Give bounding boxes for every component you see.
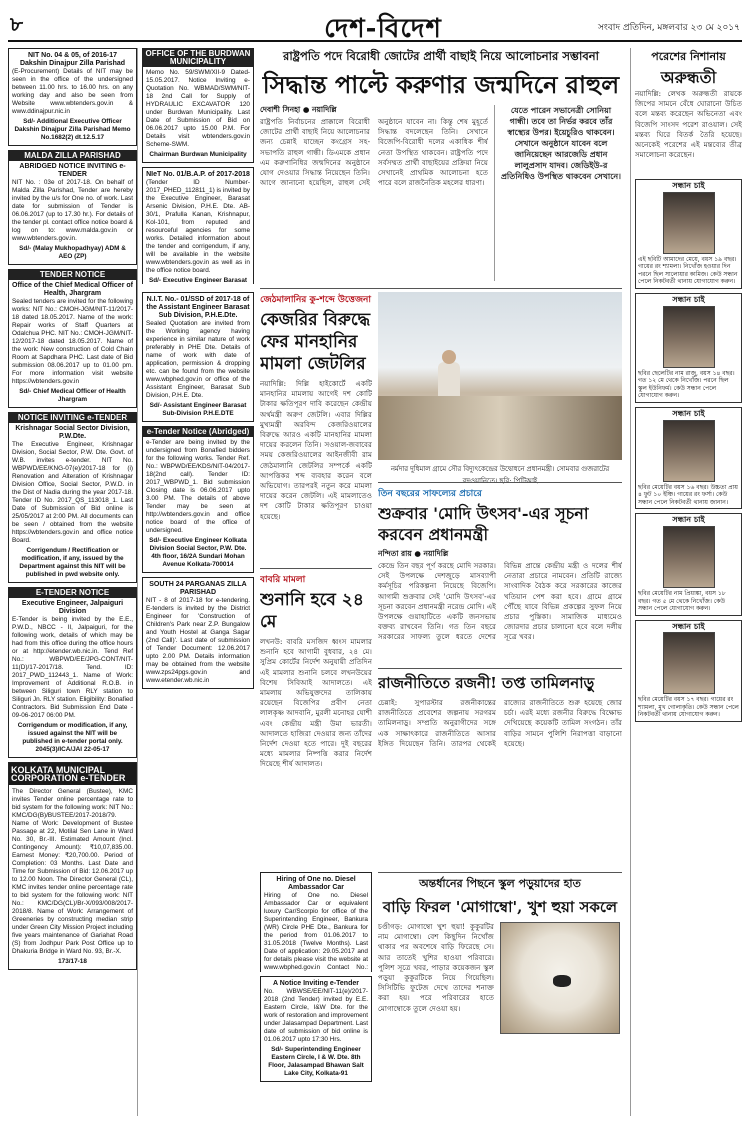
missing-text: ছবির মেয়েটির বয়স ১৬ বছর। উচ্চতা প্রায় ৪ ফুট ১০ ইঞ্চি। গায়ের রং ফর্সা। কেউ সন্ধান পেলে নিকটবর্তী থানায় জানান। (638, 483, 738, 506)
tender-notice (260, 976, 372, 1082)
tender-notice (8, 412, 137, 583)
notice-body: Sealed Quotation are invited from the Working agency having experience in similar nature of work preferably in PHE Dte. Details of name of work with date of application, permission & dropping etc. can be found from the website www.wbphed.gov.in or office of the Assistant Engineer, Barasat Sub Division, P.H.E. Dte. (146, 320, 250, 399)
notice-body: Hiring of One no. Diesel Ambassador Car or equivalent luxury Car/Scorpio for office of the Superintending Engineer, Bankura (WR) Circle PHE Dte., Bankura for the period from 01.06.2017 to 31.05.2018 (Twelve Months). Last Date of application: 29.05.2017 and for details please visit the website at www.wbphed.gov.in Contact No.: (264, 892, 368, 971)
notice-head: e-Tender Notice (Abridged) (143, 427, 253, 437)
tamil-story (378, 668, 622, 868)
tender-notice (142, 577, 254, 689)
divider (378, 872, 622, 873)
missing-text: ছবির মেয়েটির নাম প্রিয়াঙ্কা, বয়স ১৮ বছর। গত ৫ মে থেকে নিখোঁজ। কেউ সন্ধান পেলে যোগাযোগ করুন। (638, 589, 726, 613)
dog-story (378, 872, 622, 1112)
kmc-head: KOLKATA MUNICIPAL CORPORATION e-TENDER (9, 763, 136, 785)
babri-story (260, 568, 372, 868)
tender-notice (8, 150, 137, 265)
einvite-notice-wrap (260, 976, 372, 1112)
notice-sign: Corrigendum / Rectification or modification, if any, issued by the Department against this NIT will be published in pwd website only. (19, 547, 126, 578)
modi-headline: শুক্রবার 'মোদি উৎসব'-এর সূচনা করবেন প্রধানমন্ত্রী (378, 504, 589, 544)
divider (260, 288, 622, 289)
tender-notice (142, 426, 254, 573)
modi-story (378, 486, 622, 664)
left-notice-column (8, 48, 138, 1116)
missing-title: সন্ধান চাই (672, 514, 705, 525)
missing-title: সন্ধান চাই (672, 293, 705, 304)
notice-sign: Sd/- Chief Medical Officer of Health Jhargram (19, 388, 126, 403)
notice-title: NIT No. 04 & 05, of 2016-17 (27, 52, 118, 59)
missing-text: ছবির ছেলেটির নাম রাজু, বয়স ১৪ বছর। গত ১২ মে থেকে নিখোঁজ। পরনে ছিল স্কুল ইউনিফর্ম। কেউ সন্ধান পেলে যোগাযোগ করুন। (638, 369, 735, 400)
babri-kicker: বাবরি মামলা (260, 575, 306, 585)
notice-body: No. WBWSE/EE/NIT-11(e)/2017-2018 (2nd Tender) invited by E.E. Eastern Circle, I&W Dte. for the work of restoration and improvement under Jalasampad Department. Last date of submission of bid online is 01.06.2017 upto 17:30 Hrs. (264, 988, 368, 1043)
modi-body: কেন্দ্রে তিন বছর পূর্ণ করছে মোদি সরকার। সেই উপলক্ষে দেশজুড়ে মাসব্যাপী কর্মসূচির পরিকল্পনা নিয়েছে বিজেপি। আগামী শুক্রবার সেই 'মোদি উৎসব'-এর সূচনা করবেন প্রধানমন্ত্রী নরেন্দ্র মোদি। এই উপলক্ষে গুয়াহাটিতে একটি জনসভায় বক্তব্য রাখবেন তিনি। গত তিন বছরে সরকারের সাফল্য তুলে ধরতে দেশের বিভিন্ন প্রান্তে কেন্দ্রীয় মন্ত্রী ও দলের শীর্ষ নেতারা প্রচারে নামবেন। প্রতিটি রাজ্যে সাংবাদিক বৈঠক করে সরকারের কাজের খতিয়ান পেশ করা হবে। গ্রামে গ্রামে পৌঁছে যাবে বিভিন্ন প্রকল্পের সুফল নিয়ে প্রচার পুস্তিকা। সামাজিক মাধ্যমেও জোরদার প্রচার চালানো হবে বলে দলীয় সূত্রে খবর। (378, 561, 622, 642)
top-story-pullquote-wrap (494, 105, 622, 281)
figure-head (442, 350, 456, 364)
modi-kicker: তিন বছরের সাফল্যের প্রচারে (378, 489, 482, 499)
tender-notice (8, 587, 137, 758)
missing-photo (663, 526, 715, 588)
news-photo-block (378, 292, 622, 485)
notice-head: TENDER NOTICE (9, 270, 136, 280)
dog-photo (500, 922, 620, 1034)
missing-photo (663, 306, 715, 368)
notice-body: Sealed tenders are invited for the following works: NIT No.: CMOH-JGM/NIT-11/2017-18 dated 18.05.2017. Name of the work: Repair works of Staff Quarters at Odalchua PHC. NIT No.: CMOH-JGM/NIT-12/2017-18 dated 18.05.2017. Name of the work: New construction of Cold Chain Room at Sapdhara PHC. Last date of Bid submission 08.06.2017 up to 01.00 pm. For more information visit website https://wbtenders.gov.in (12, 298, 133, 385)
mid-notice-column (142, 48, 254, 284)
notice-body: E-Tender is being invited by the E.E., P.W.D., NBCC - II, Jalpaiguri, for the following work, details of which may be had from this office during the office hours or at http://etender.wb.nic.in. Tend Ref No.: WBPWD/EE/JPG-CONT/NIT-11(D)/17-2017/18. Tend. ID: 2017_PWD_112443_1. Name of Work: Improvement of Additional R.O.B. in between Siliguri town RLY station to Siliguri Jn. RLY station. Eligibility: Bonafied Contractors. Bid Submission End Date - 09-06-2017 06:00 PM. (12, 616, 133, 719)
missing-title: সন্ধান চাই (672, 407, 705, 418)
notice-sign: Sd/- Executive Engineer Barasat (148, 277, 248, 284)
notice-head: MALDA ZILLA PARISHAD (9, 151, 136, 161)
notice-title: ABRIDGED NOTICE INVITING e-TENDER (19, 163, 126, 178)
notice-head: E-TENDER NOTICE (9, 588, 136, 598)
notice-sign: Sd/- Assistant Engineer Barasat Sub-Division P.H.E.DTE (149, 402, 247, 417)
right-body: নয়াদিল্লি: লেখক অরুন্ধতী রায়কে জিপের সামনে বেঁধে ঘোরানো উচিত বলে মন্তব্য করেছেন অভিনেতা এবং বিজেপি সাংসদ পরেশ রাওয়াল। সেই মন্তব্য ঘিরে বিতর্ক তৈরি হয়েছে। অনেকেই পরেশের এই মন্তব্যের তীব্র সমালোচনা করেছেন। (635, 89, 742, 160)
right-column (630, 48, 742, 1116)
missing-person-ad (635, 293, 742, 403)
tender-notice (8, 269, 137, 408)
notice-body: NIT - 8 of 2017-18 for e-tendering. E-tenders is invited by the District Engineer for 'Construction of Children's Park near Z.P. Bungalow and Youth Hostel at Ganga Sagar (2nd Call)'. Last date of submission of Tender Document: 12.06.2017 upto 2.00 PM. Details information may be obtained from the website www.zps24pgs.gov.in and www.etender.wb.nic.in (146, 597, 250, 684)
page-header (8, 6, 742, 42)
kejriwal-kicker: জেঠমালানির কু-শব্দে উত্তেজনা (260, 295, 371, 305)
top-story-pullquote: যেতে পারেন সভানেত্রী সোনিয়া গান্ধী। তবে তা নির্ভর করবে তাঁর স্বাস্থ্যের উপর। ইয়েচুরিও থাকবেন। সেখানে অনুষ্ঠানে যাবেন বলে জানিয়েছেন আরজেডি প্রধান লালুপ্রসাদ যাদব। জেডিইউ-র প্রতিনিধিও উপস্থিত থাকবেন সেখানে। (500, 105, 622, 181)
babri-body: লখনউ: বাবরি মসজিদ ধ্বংস মামলার শুনানি হবে আগামী বুধবার, ২৪ মে। সুপ্রিম কোর্টের নির্দেশ অনুযায়ী প্রতিদিন এই মামলার শুনানি চলবে লখনউয়ের বিশেষ সিবিআই আদালতে। এই মামলায় অভিযুক্তদের তালিকায় রয়েছেন বিজেপির প্রবীণ নেতা লালকৃষ্ণ আদবানি, মুরলী মনোহর যোশী এবং কেন্দ্রীয় মন্ত্রী উমা ভারতী। আদালতে হাজিরা দেওয়ার জন্য তাঁদের নির্দেশ দেওয়া হতে পারে। দুই বছরের মধ্যে মামলার নিষ্পত্তি করার নির্দেশ দিয়েছে শীর্ষ আদালত। (260, 637, 372, 769)
notice-body: e-Tender are being invited by the undersigned from Bonafied bidders for the following works. Tender Ref. No.: WBPWD/EE/KDS/NIT-04/2017-18(2nd call). Tender ID: 2017_WBPWD_1. Bid submission Closing date is 06.06.2017 upto 3.00 PM. The details of above Tender may be seen at http://wbtenders.gov.in and office notice board of the office of undersigned. (146, 439, 250, 534)
notice-sign: Chairman Burdwan Municipality (149, 151, 247, 158)
notice-body: NIT No. : 03e of 2017-18. On behalf of Malda Zilla Parishad, Tender are hereby invited by the u/s for One no. of work. Last date for submission of Tender is 06.06.2017 (up to 17.30 hr.). For details of the tender pl. contact office notice board & log on to: www.malda.gov.in or www.wbtenders.gov.in. (12, 179, 133, 242)
dog-kicker: অন্তর্ধানের পিছনে স্কুল পড়ুয়াদের হাত (419, 877, 581, 890)
notice-title: Hiring of One no. Diesel Ambassador Car (276, 876, 356, 891)
dateline: সংবাদ প্রতিদিন, মঙ্গলবার ২৩ মে ২০১৭ (597, 23, 740, 33)
babri-headline: শুনানি হবে ২৪ মে (260, 590, 364, 632)
ground-shape (378, 396, 622, 460)
notice-body: The Executive Engineer, Krishnagar Division, Social Sector, P.W. Dte. Govt. of W.B. invites e-tender. NIT No. WBPWD/EE/KNG-07(e)/2017-18 for (i) Renovation and Alteration of Krishnagar Division Office, Social Sector, P.W.D. in the Dist of Nadia during the year 2017-18. Tender ID No. 2017_QS_113018_1. Last Date of Submission of Bid online is 25/05/2017 at 2:00 PM. All documents can be seen / obtained from the website https://wbtenders.gov.in and office notice Board. (12, 441, 133, 544)
hiring-notice-wrap (260, 872, 372, 972)
notice-org: Dakshin Dinajpur Zilla Parishad (19, 60, 126, 67)
missing-person-ad (635, 179, 742, 289)
top-story-body-wrap (260, 105, 488, 281)
notice-sign: Sd/- Additional Executive Officer Dakshin Dinajpur Zilla Parishad Memo No.1682(2) dt.12.5.17 (14, 118, 131, 141)
notice-body: The Director General (Bustee), KMC invites Tender online percentage rate to bid system for the following work: NIT No.: KMC/DG(B)/BUSTEE/2017-2018/79. Name of Work: Development of Bustee Passage at 22, Motilal Sen Lane in Ward No. 30, Br.-III. Estimated Amount (Incl. Contingency Amount): ₹10,07,835.00. Earnest Money: ₹20,700.00. Period of Completion: 03 Months. Last Date and Time for Submission of Bid: 12.06.2017 up to 12.00 Noon. The Director General (CL), KMC invites tender online percentage rate to bid system for the following work: NIT No.: KMC/DG(CL)/Br-X/093/008/2017-2018/8. Name of Work: Arrangement of Greeneries by constructing median strip under Green City Mission Project including five years maintenance of Gariahat Road (S) from Jodhpur Park Post Office up to Dhakuria Bridge in Ward No. 93, Br.-X. (12, 788, 133, 955)
top-story-kicker: রাষ্ট্রপতি পদে বিরোধী জোটের প্রার্থী বাছাই নিয়ে আলোচনার সম্ভাবনা (283, 49, 599, 63)
notice-title: Executive Engineer, Jalpaiguri Division (21, 600, 124, 615)
missing-text: ছবির মেয়েটির বয়স ১৭ বছর। গায়ের রং শ্যামলা, মুখ গোলাকৃতি। কেউ সন্ধান পেলে নিকটবর্তী থানায় যোগাযোগ করুন। (638, 696, 739, 719)
dog-body: চণ্ডীগড়: মোগাম্বো খুশ হুয়া! কুকুরটির নাম মোগাম্বো। বেশ কিছুদিন নিখোঁজ থাকার পর অবশেষে বাড়ি ফিরেছে সে। আর তাতেই খুশির হাওয়া পরিবারে। পুলিশ সূত্রে খবর, পাড়ার কয়েকজন স্কুল পড়ুয়া কুকুরটিকে নিয়ে গিয়েছিল। সিসিটিভি ফুটেজ দেখে তাদের শনাক্ত করা হয়। পরে পরিবারের হাতে মোগাম্বোকে তুলে দেওয়া হয়। (378, 922, 494, 1013)
missing-photo (663, 192, 715, 254)
missing-title: সন্ধান চাই (672, 180, 705, 190)
right-kicker: পরেশের নিশানায় (651, 50, 726, 63)
kejriwal-body: নয়াদিল্লি: দিল্লি হাইকোর্টে একটি মানহানির মামলায় আগেই দশ কোটি টাকার ক্ষতিপূরণ দাবি করেছেন কেন্দ্রীয় অর্থমন্ত্রী অরুণ জেটলি। এবার দিল্লির মুখ্যমন্ত্রী অরবিন্দ কেজরিওয়ালের বিরুদ্ধে আরও একটি মানহানির মামলা দায়ের করলেন তিনি। সওয়াল-জবাবের সময় কেজরিওয়ালের আইনজীবী রাম জেঠমালানি জেটলির সম্পর্কে একটি আপত্তিকর শব্দ ব্যবহার করেন বলে অভিযোগ। তারপরই নতুন করে মামলা দায়ের করেন জেটলি। এই মামলাতেও দশ কোটি টাকার ক্ষতিপূরণ চাওয়া হয়েছে। (260, 379, 372, 521)
missing-person-ad (635, 620, 742, 722)
page-number: ৮ (10, 12, 23, 36)
notice-sign: 173/17-18 (58, 958, 87, 965)
notice-sign: Sd/- Superintending Engineer Eastern Circle, I & W. Dte. 8th Floor, Jalasampad Bhawan Salt Lake City, Kolkata-91 (268, 1046, 364, 1077)
tender-notice (142, 292, 254, 422)
mid-lower-notice-column (142, 292, 254, 1112)
notice-title: SOUTH 24 PARGANAS ZILLA PARISHAD (149, 581, 247, 596)
missing-text: এই ছবিটি আমাদের মেয়ে, বয়স ১৯ বছর। গায়ের রং শ্যামলা। নিখোঁজ হওয়ার দিন পরনে ছিল সালোয়ার কামিজ। কেউ সন্ধান পেলে নিকটবর্তী থানায় যোগাযোগ করুন। (638, 255, 738, 286)
notice-title: A Notice Inviting e-Tender (273, 980, 359, 987)
missing-person-ad (635, 513, 742, 615)
divider (378, 482, 622, 483)
kmc-tender-notice (8, 762, 137, 970)
dog-headline: বাড়ি ফিরল 'মোগাম্বো', খুশ হুয়া সকলে (382, 898, 618, 916)
top-story-body: রাষ্ট্রপতি নির্বাচনের প্রাক্কালে বিরোধী জোটের প্রার্থী বাছাই নিয়ে আলোচনার জন্য চেন্নাই যাচ্ছেন কংগ্রেস সহ-সভাপতি রাহুল গান্ধী। ডিএমকে প্রধান এম করুণানিধির জন্মদিনের অনুষ্ঠানে যোগ দেওয়ার সিদ্ধান্ত নিয়েছেন তিনি। আগে জানানো হয়েছিল, রাহুল সেই অনুষ্ঠানে যাবেন না। কিন্তু শেষ মুহূর্তে সিদ্ধান্ত বদলেছেন তিনি। সেখানে বিজেপি-বিরোধী দলের একাধিক শীর্ষ নেতা উপস্থিত থাকবেন। রাষ্ট্রপতি পদে সর্বসম্মত প্রার্থী বাছাইয়ের প্রক্রিয়া নিয়ে সেখানেই প্রাথমিক আলোচনা হতে পারে বলে রাজনৈতিক মহলের ধারণা। (260, 117, 488, 188)
missing-person-ad (635, 407, 742, 509)
main-news-area (142, 48, 622, 1116)
kejriwal-story (260, 292, 372, 562)
modi-byline: নন্দিতা রায় ● নয়াদিল্লি (378, 549, 449, 558)
missing-photo (663, 420, 715, 482)
divider (378, 668, 622, 669)
missing-title: সন্ধান চাই (672, 620, 705, 631)
top-story (260, 48, 622, 284)
tamil-body: চেন্নাই: সুপারস্টার রজনীকান্তের রাজনীতিতে প্রবেশের জল্পনায় সরগরম তামিলনাড়ু। সম্প্রতি অনুরাগীদের সঙ্গে এক সাক্ষাৎকারে রাজনীতিতে আসার ইঙ্গিত দিয়েছেন তিনি। তারপর থেকেই রাজ্যের রাজনীতিতে শুরু হয়েছে জোর চর্চা। এরই মধ্যে রজনীর বিরুদ্ধে বিক্ষোভ দেখিয়েছে কয়েকটি তামিল সংগঠন। তাঁর বাড়ির সামনে পুলিশি নিরাপত্তা বাড়ানো হয়েছে। (378, 698, 622, 748)
dog-nose-shape (553, 975, 571, 987)
figure-shape (438, 362, 460, 396)
notice-head: NOTICE INVITING e-TENDER (9, 413, 136, 423)
notice-head: OFFICE OF THE BURDWAN MUNICIPALITY (143, 49, 253, 67)
kejriwal-headline: কেজরির বিরুদ্ধে ফের মানহানির মামলা জেটলির (260, 310, 371, 374)
divider (260, 568, 372, 569)
top-story-byline: দেবাশী সিনহা ● নয়াদিল্লি (260, 105, 337, 114)
notice-sign: Sd/- (Malay Mukhopadhyay) ADM & AEO (ZP) (19, 245, 126, 260)
tender-notice (142, 48, 254, 163)
tender-notice (260, 872, 372, 972)
notice-body: (E-Procurement) Details of NIT may be seen in the office of the undersigned between 11.00 hrs. to 16.00 hrs. on any working day and also be seen from Website www.wbtenders.gov.in & www.ddinajpur.nic.in (12, 68, 133, 115)
tender-notice (142, 167, 254, 284)
tamil-headline: রাজনীতিতে রজনী! তপ্ত তামিলনাড়ু (378, 674, 595, 692)
section-title: দেশ-বিদেশ (324, 14, 442, 44)
modi-photo (378, 292, 622, 460)
notice-body: Memo No. 59/SWM/XII-9 Dated-15.05.2017. Notice Inviting e-Quotation No. WBMAD/SWM/NIT-18 2nd Call for Supply of HYDRAULIC EXCAVATOR 120 under Burdwan Municipality. Last Date of Submission of Bid on 06.06.2017 upto 15.00 P.M. For Details visit wbtenders.gov.in Scheme-SWM. (146, 69, 250, 148)
notice-title: Krishnagar Social Sector Division, P.W.Dte. (15, 425, 130, 440)
notice-sign: Corrigendum or modification, if any, issued against the NIT will be published in e-tender portal only. 2045(3)/ICA/JAI 22-05-17 (17, 722, 128, 753)
top-story-headline: সিদ্ধান্ত পাল্টে করুণার জন্মদিনে রাহুল (262, 70, 620, 99)
missing-photo (663, 632, 715, 694)
notice-title: Office of the Chief Medical Officer of Health, Jhargram (12, 282, 133, 297)
notice-body: (Tender ID Number-2017_PHED_112811_1) is invited by the Executive Engineer, Barasat Arsenic Division, P.H.E. Dte. AB-30/1, Prafulla Kanan, Krishnapur, Kol-101, from reputed and resourceful agencies for some works. Detailed information about the tender and corrigendum, if any, will be available in the website www.wbtenders.gov.in as well as in the office notice board. (146, 179, 250, 274)
notice-sign: Sd/- Executive Engineer Kolkata Division Social Sector, P.W. Dte. 4th floor, 16/2A Sundari Mohan Avenue Kolkata-700014 (149, 537, 247, 568)
notice-title: N.I.T. No.- 01/SSD of 2017-18 of the Assistant Engineer Barasat Sub Division, P.H.E.Dte. (146, 296, 250, 319)
photo-caption: নর্মদার দুধিমাল গ্রামে সৌর বিদ্যুৎকেন্দ্রের উদ্বোধনে প্রধানমন্ত্রী। সোমবার গুজরাটের বদওয়ানিতে। ছবি: পিটিআই (390, 465, 610, 485)
notice-title: NIeT No. 01/B.A.P. of 2017-2018 (146, 171, 250, 178)
tender-notice (8, 48, 137, 146)
right-sub: অরুন্ধতী (660, 68, 717, 87)
